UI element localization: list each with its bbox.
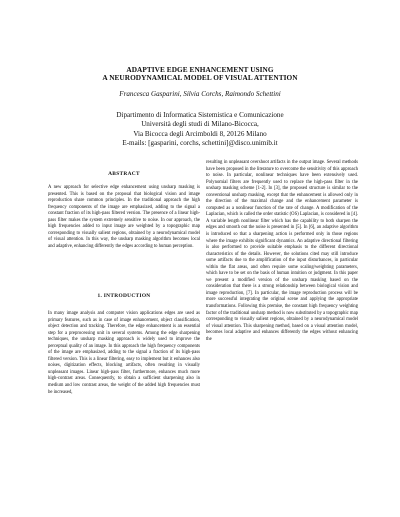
title-line-2: A NEURODYNAMICAL MODEL OF VISUAL ATTENTION — [102, 73, 298, 83]
affiliation-line-2: Università degli studi di Milano-Bicocca, — [141, 120, 259, 129]
paper-title — [0, 66, 400, 83]
introduction-text: In many image analysis and computer vision applications edges are used as primary features, such as in case of image enhancement, object classification, object detection and tracking. Therefore, the edge enhancement is an essential step for a preprocessing unit in several systems. Among the edge sharpening techniques, the unsharp masking approach is widely used to improve the perceptual quality of an image. In this approach the high frequency components of the image are emphasized, adding to the signal a fraction of its high-pass filtered version. This is a linear filtering, easy to implement but it enhances also noises, digitization effects, blocking artifacts, often resulting in visually unpleasant images. Linear high-pass filter, furthermore, enhances much more high-contrast areas. Consequently, to obtain a sufficient sharpening also in medium and low contrast areas, the weight of the added high frequencies must be increased, — [48, 311, 200, 395]
abstract-text: A new approach for selective edge enhancement using unsharp masking is presented. This is based on the proposal that biological vision and image reproduction share common principles. In the traditional approach the high frequency components of the image are emphasized, adding to the signal a constant fraction of its high-pass filtered version. The presence of a linear high-pass filter makes the system extremely sensitive to noise. In our approach, the high frequencies added to input image are weighted by a topographic map corresponding to visually salient regions, obtained by a neurodynamical model of visual attention. In this way, the unsharp masking algorithm becomes local and adaptive, enhancing differently the edges according to human perception. — [48, 185, 200, 249]
abstract-heading: ABSTRACT — [108, 171, 140, 177]
introduction-heading: 1. INTRODUCTION — [97, 293, 151, 299]
affiliation-line-4: E-mails: [gasparini, corchs, schettini]@disco.unimib.it — [122, 138, 278, 147]
affiliation-block — [0, 111, 400, 148]
title-line-1: ADAPTIVE EDGE ENHANCEMENT USING — [126, 65, 274, 74]
affiliation-line-3: Via Bicocca degli Arcimboldi 8, 20126 Milano — [133, 129, 267, 138]
author-list: Francesca Gasparini, Silvia Corchs, Raimondo Schettini — [119, 90, 281, 98]
affiliation-line-1: Dipartimento di Informatica Sistemistica e Comunicazione — [116, 111, 284, 119]
right-column-text: resulting in unpleasant overshoot artifacts in the output image. Several methods have been proposed in the literature to overcome the sensitivity of this approach to noise. In particular, nonlinear techniques have been extensively used. Polynomial filters are frequently used to replace the high-pass filter in the unsharp masking scheme [1-2]. In [3], the proposed structure is similar to the conventional unsharp masking, except that the enhancement is allowed only in the direction of the maximal change and the enhancement parameter is computed as a nonlinear function of the rate of change. A modification of the Laplacian, which is called the order statistic (OS) Laplacian, is considered in [4]. A variable length nonlinear filter which has the capability to both sharpen the edges and smooth out the noise is presented in [5]. In [6], an adaptive algorithm is introduced so that a sharpening action is performed only in those regions where the image exhibits significant dynamics. An adaptive directional filtering is also performed to provide suitable emphasis to the different directional characteristics of the details. However, the solutions cited may still introduce some artifacts due to the amplification of the input disturbances, in particular within the flat areas, and often require some scaling/weighting parameters, which have to be set on the basis of human intuition or judgment. In this paper we present a modified version of the unsharp masking based on the consideration that there is a strong relationship between biological vision and image reproduction, [7]. In particular, the image reproduction process will be more successful integrating the original scene and applying the appropriate transformations. Following this premise, the constant high frequency weighting factor of the traditional unsharp method is now substituted by a topographic map corresponding to visually salient regions, obtained by a neurodynamical model of visual attention. This sharpening method, based on a visual attention model, becomes local adaptive and enhances differently the edges without enhancing the — [206, 160, 358, 342]
